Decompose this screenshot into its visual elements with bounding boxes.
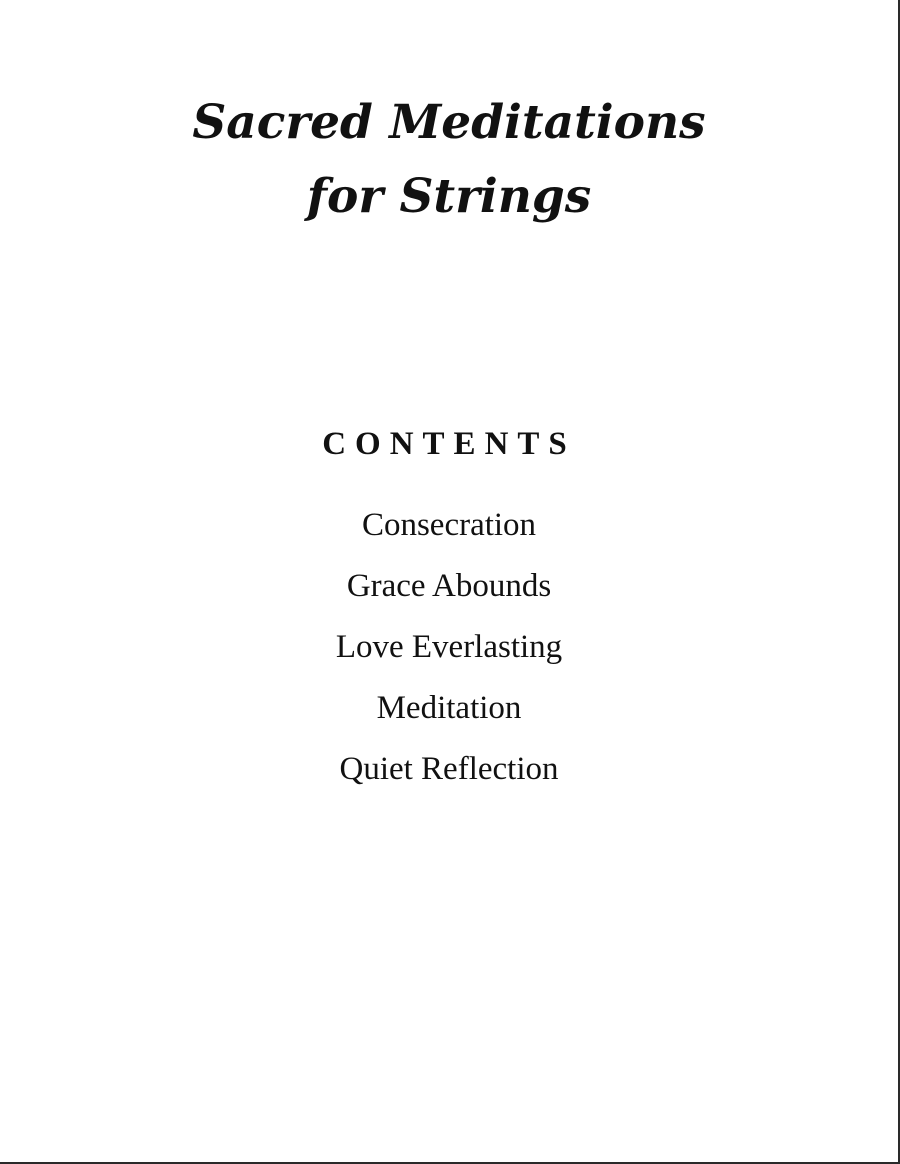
contents-item: Meditation bbox=[376, 690, 522, 726]
title-line-1: Sacred Meditations bbox=[192, 95, 706, 150]
page-title bbox=[0, 86, 898, 234]
contents-heading: CONTENTS bbox=[322, 426, 576, 462]
contents-item: Grace Abounds bbox=[346, 568, 552, 604]
contents-item: Quiet Reflection bbox=[339, 751, 559, 787]
contents-item: Love Everlasting bbox=[335, 629, 563, 665]
contents-item: Consecration bbox=[361, 507, 537, 543]
title-line-2: for Strings bbox=[306, 169, 592, 224]
contents-list bbox=[0, 503, 898, 808]
